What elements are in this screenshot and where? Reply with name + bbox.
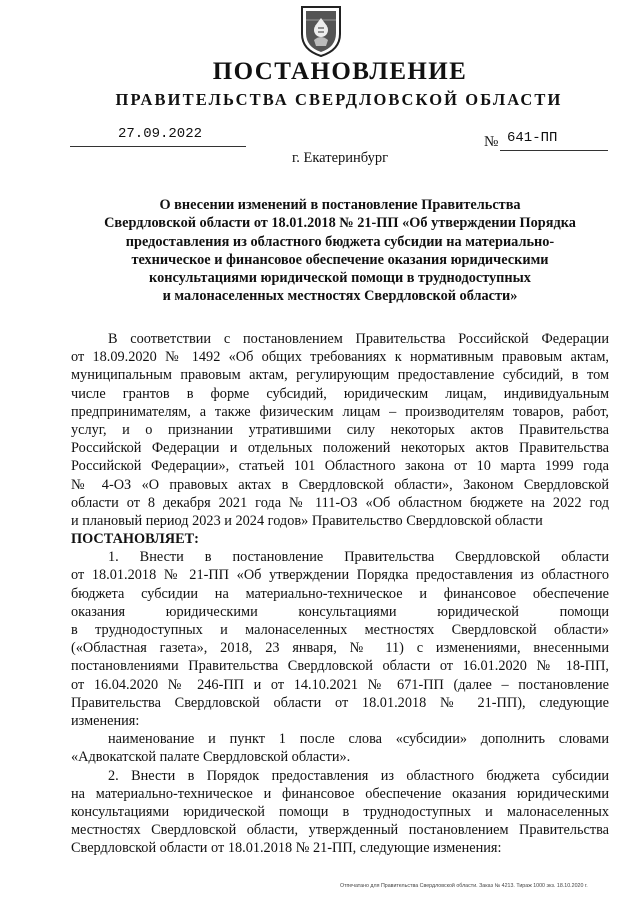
item-1-line: 1. Внести в постановление Правительства Свердловской области [108,549,609,566]
item-2-line: Свердловской области от 18.01.2018 № 21-ПП, следующие изменения: [71,840,502,857]
item-2-line: 2. Внести в Порядок предоставления из областного бюджета субсидии [108,767,609,784]
city-of-issue: г. Екатеринбург [291,150,389,166]
item-1-sub-line: «Адвокатской палате Свердловской области». [71,749,351,766]
item-2-line: местностях Свердловской области, утвержденный постановлением Правительства [71,822,609,839]
subject-line: О внесении изменений в постановление Правительства [159,197,521,213]
item-1-line: («Областная газета», 2018, 23 января, № 11) с изменениями, внесенными [71,640,609,657]
subject-line: предоставления из областного бюджета субсидии на материально- [125,233,555,250]
item-2-line: на материально-техническое и финансовое обеспечение оказания юридическими [71,785,609,802]
document-body [71,330,609,857]
print-imprint: Отпечатано для Правительства Свердловской области. Заказ № 4213. Тираж 1000 экз. 18.10.2020 г. [340,883,588,889]
item-1-line: Правительства Свердловской области от 18.01.2018 № 21-ПП), следующие [71,694,609,711]
item-1-line: изменения: [71,712,140,729]
subject-line: консультациями юридической помощи в труднодоступных [149,270,531,287]
issuing-authority: ПРАВИТЕЛЬСТВА СВЕРДЛОВСКОЙ ОБЛАСТИ [115,90,563,109]
subject-line: техническое и финансовое обеспечение оказания юридическими [131,251,549,268]
preamble-line: числе грантов в форме субсидий, юридическим лицам, индивидуальным [71,385,609,402]
preamble-line: В соответствии с постановлением Правительства Российской Федерации [108,331,609,347]
preamble-line: и плановый период 2023 и 2024 годов» Правительство Свердловской области [71,512,543,529]
item-1-line: в труднодоступных и малонаселенных местностях Свердловской области» [71,622,609,638]
subject-line: и малонаселенных местностях Свердловской области» [162,288,518,305]
item-1-sub-line: наименование и пункт 1 после слова «субсидии» дополнить словами [108,731,609,748]
document-date: 27.09.2022 [118,126,203,142]
preamble-line: области от 8 декабря 2021 года № 111-ОЗ «Об областном бюджете на 2022 год [71,494,609,511]
item-1-line: от 18.01.2018 № 21-ПП «Об утверждении Порядка предоставления из областного [71,567,609,584]
document-type-title: ПОСТАНОВЛЕНИЕ [212,58,468,85]
item-2-line: консультациями юридической помощи в труднодоступных и малонаселенных [71,803,609,820]
document-subject [70,196,610,306]
date-underline [70,146,246,147]
subject-line: Свердловской области от 18.01.2018 № 21-ПП «Об утверждении Порядка [104,215,576,232]
document-number: 641-ПП [507,130,558,146]
item-1-line: от 16.04.2020 № 246-ПП и от 14.10.2021 № 671-ПП (далее – постановление [71,676,609,693]
item-1-line: оказания юридическими консультациями юридической помощи [71,603,609,620]
preamble-line: от 18.09.2020 № 1492 «Об общих требованиях к нормативным правовым актам, [71,349,609,366]
coat-of-arms-emblem [298,4,344,58]
item-1-line: бюджета субсидии на материально-техническое и финансовое обеспечение [71,585,609,602]
preamble-line: услуг, и о признании утратившими силу некоторых актов Правительства [71,421,609,438]
preamble-line: № 4-ОЗ «О правовых актах в Свердловской области», Законом Свердловской [71,476,609,493]
preamble-line: муниципальным правовым актам, регулирующим предоставление субсидий, в том [71,367,609,384]
number-label: № [484,134,499,150]
preamble-line: предпринимателям, а также физическим лицам – производителям товаров, работ, [71,403,609,420]
preamble-line: Российской Федерации и отдельных положений некоторых актов Правительства [71,440,609,457]
item-1-line: постановлениями Правительства Свердловской области от 16.01.2020 № 18-ПП, [71,658,609,675]
preamble-line: Российской Федерации», статьей 101 Областного закона от 10 марта 1999 года [71,458,609,475]
resolve-heading: ПОСТАНОВЛЯЕТ: [71,531,199,548]
